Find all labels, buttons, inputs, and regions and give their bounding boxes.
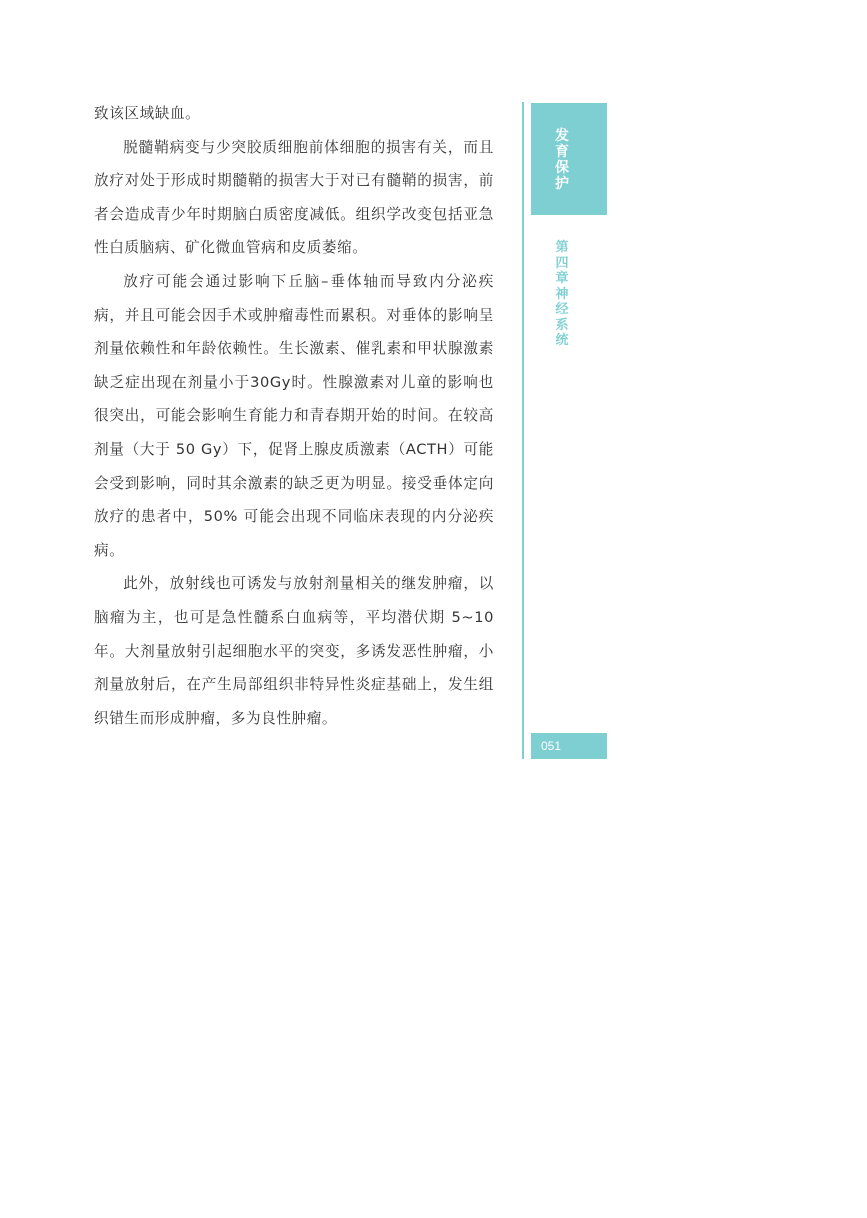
- page-number-box: [531, 733, 607, 759]
- section-tab-label: 发育保护: [555, 128, 569, 192]
- paragraph: 致该区域缺血。: [94, 105, 201, 122]
- main-text: [94, 97, 494, 735]
- paragraph: 脱髓鞘病变与少突胶质细胞前体细胞的损害有关，而且放疗对处于形成时期髓鞘的损害大于对已有髓鞘的损害，前者会造成青少年时期脑白质密度减低。组织学改变包括亚急性白质脑病、矿化微血管病和皮质萎缩。: [94, 138, 494, 257]
- paragraph: 放疗可能会通过影响下丘脑–垂体轴而导致内分泌疾病，并且可能会因手术或肿瘤毒性而累积。对垂体的影响呈剂量依赖性和年龄依赖性。生长激素、催乳素和甲状腺激素缺乏症出现在剂量小于30Gy时。性腺激素对儿童的影响也很突出，可能会影响生育能力和青春期开始的时间。在较高剂量（大于 50 Gy）下，促肾上腺皮质激素（ACTH）可能会受到影响，同时其余激素的缺乏更为明显。接受垂体定向放疗的患者中，50% 可能会出现不同临床表现的内分泌疾病。: [94, 272, 494, 559]
- chapter-label: 第四章 神经系统: [555, 240, 569, 348]
- paragraph: 此外，放射线也可诱发与放射剂量相关的继发肿瘤，以脑瘤为主，也可是急性髓系白血病等，平均潜伏期 5~10 年。大剂量放射引起细胞水平的突变，多诱发恶性肿瘤，小剂量放射后，在产生局部组织非特异性炎症基础上，发生组织错生而形成肿瘤，多为良性肿瘤。: [94, 575, 494, 727]
- page-number: 051: [541, 739, 562, 753]
- vertical-divider: [522, 102, 524, 759]
